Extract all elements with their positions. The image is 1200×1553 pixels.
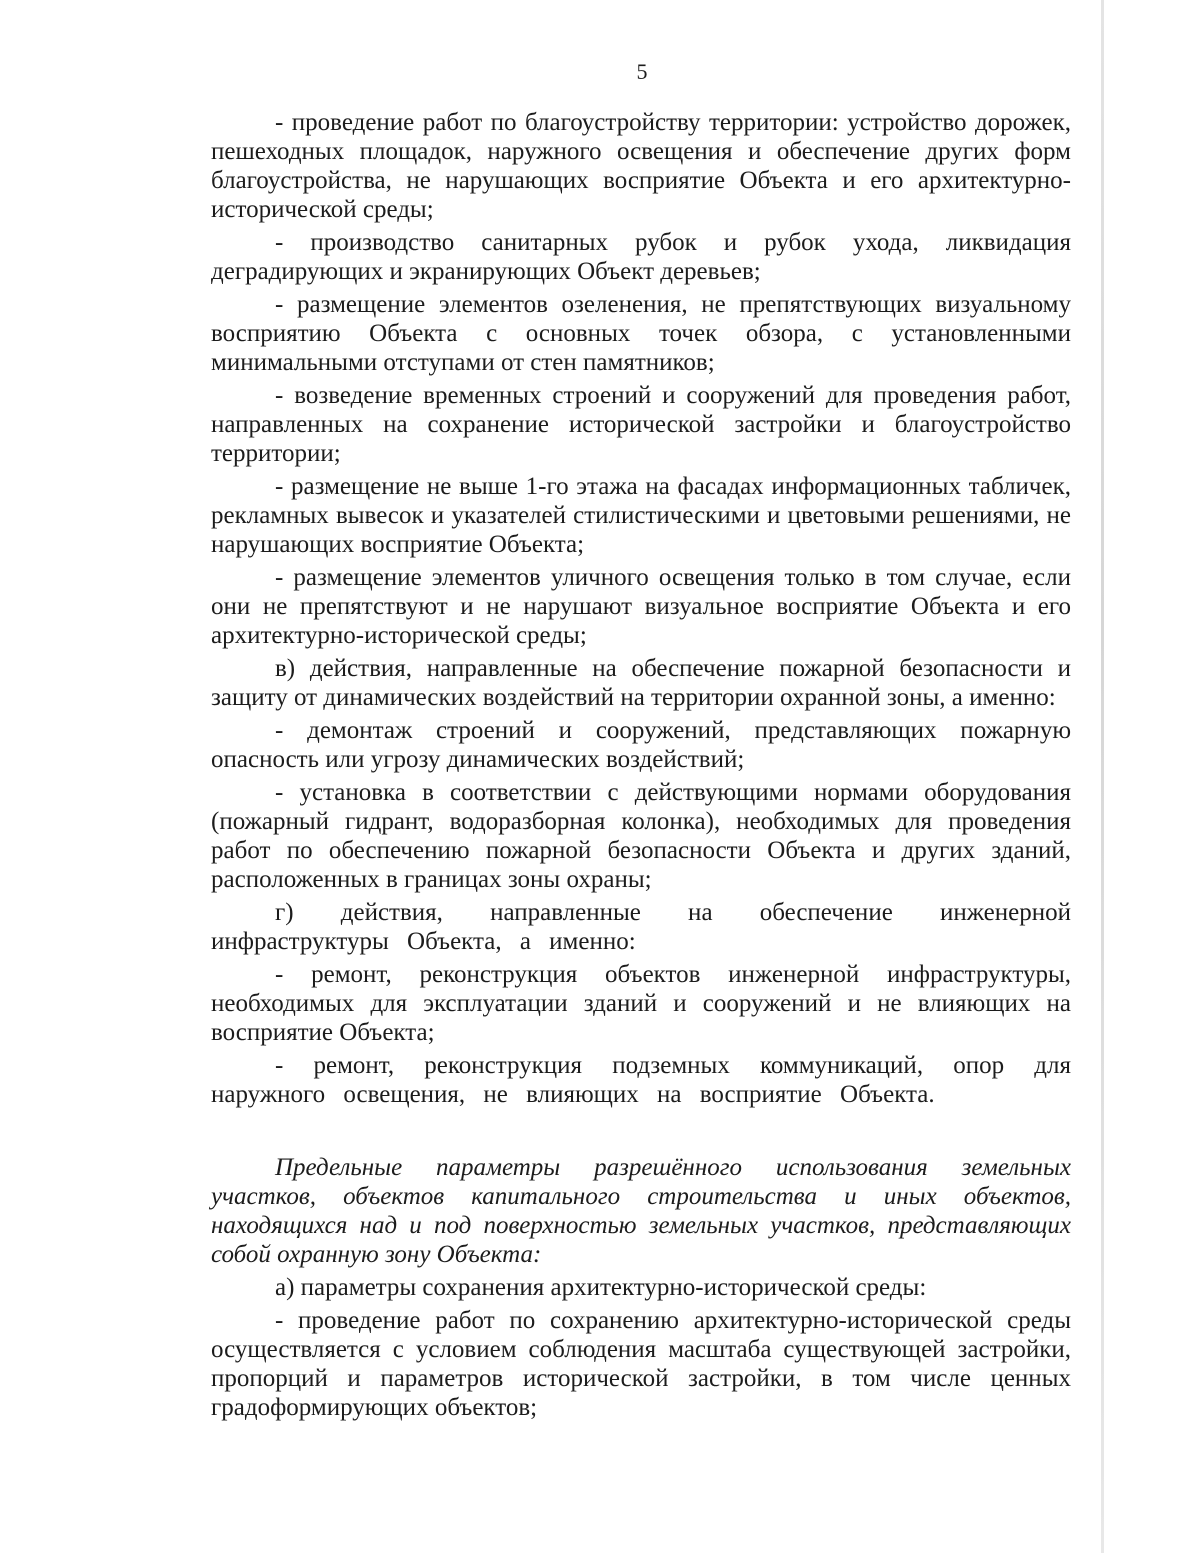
paragraph-sanitary-felling: - производство санитарных рубок и рубок ухода, ликвидация деградирующих и экранирующих Объект деревьев; bbox=[211, 229, 1071, 285]
paragraph-greenery: - размещение элементов озеленения, не препятствующих визуальному восприятию Объекта с основных точек обзора, с установленными минимальными отступами от стен памятников; bbox=[211, 291, 1071, 376]
section-gap bbox=[211, 1109, 1071, 1153]
page-number: 5 bbox=[636, 59, 648, 84]
paragraph-equipment-installation: - установка в соответствии с действующими нормами оборудования (пожарный гидрант, водоразборная колонка), необходимых для проведения работ по обеспечению пожарной безопасности Объекта и других зданий, расположенных в границах зоны охраны; bbox=[211, 779, 1071, 893]
paragraph-fire-safety: в) действия, направленные на обеспечение пожарной безопасности и защиту от динамических воздействий на территории охранной зоны, а именно: bbox=[211, 655, 1071, 711]
paragraph-landscaping: - проведение работ по благоустройству территории: устройство дорожек, пешеходных площадок, наружного освещения и обеспечение других форм благоустройства, не нарушающих восприятие Объекта и его архитектурно-исторической среды; bbox=[211, 109, 1071, 223]
paragraph-dismantling: - демонтаж строений и сооружений, представляющих пожарную опасность или угрозу динамических воздействий; bbox=[211, 717, 1071, 773]
paragraph-engineering-infrastructure: г) действия, направленные на обеспечение инженерной инфраструктуры Объекта, а именно: bbox=[211, 899, 1071, 955]
section-heading: Предельные параметры разрешённого использования земельных участков, объектов капитального строительства и иных объектов, находящихся над и под поверхностью земельных участков, представляющих собой охранную зону Объекта: bbox=[211, 1154, 1071, 1268]
paragraph-signage: - размещение не выше 1-го этажа на фасадах информационных табличек, рекламных вывесок и указателей стилистическими и цветовыми решениями, не нарушающих восприятие Объекта; bbox=[211, 473, 1071, 558]
document-body bbox=[211, 108, 1071, 1422]
paragraph-preservation-params: а) параметры сохранения архитектурно-исторической среды: bbox=[275, 1274, 927, 1301]
paragraph-underground-utilities: - ремонт, реконструкция подземных коммуникаций, опор для наружного освещения, не влияющих на восприятие Объекта. bbox=[211, 1052, 1071, 1108]
paragraph-temporary-structures: - возведение временных строений и сооружений для проведения работ, направленных на сохранение исторической застройки и благоустройство территории; bbox=[211, 382, 1071, 467]
scan-page-edge bbox=[1101, 0, 1104, 1553]
paragraph-infrastructure-repair: - ремонт, реконструкция объектов инженерной инфраструктуры, необходимых для эксплуатации зданий и сооружений и не влияющих на восприятие Объекта; bbox=[211, 961, 1071, 1046]
paragraph-preservation-works: - проведение работ по сохранению архитектурно-исторической среды осуществляется с условием соблюдения масштаба существующей застройки, пропорций и параметров исторической застройки, в том числе ценных градоформирующих объектов; bbox=[211, 1307, 1071, 1421]
paragraph-street-lighting: - размещение элементов уличного освещения только в том случае, если они не препятствуют и не нарушают визуальное восприятие Объекта и его архитектурно-исторической среды; bbox=[211, 564, 1071, 649]
